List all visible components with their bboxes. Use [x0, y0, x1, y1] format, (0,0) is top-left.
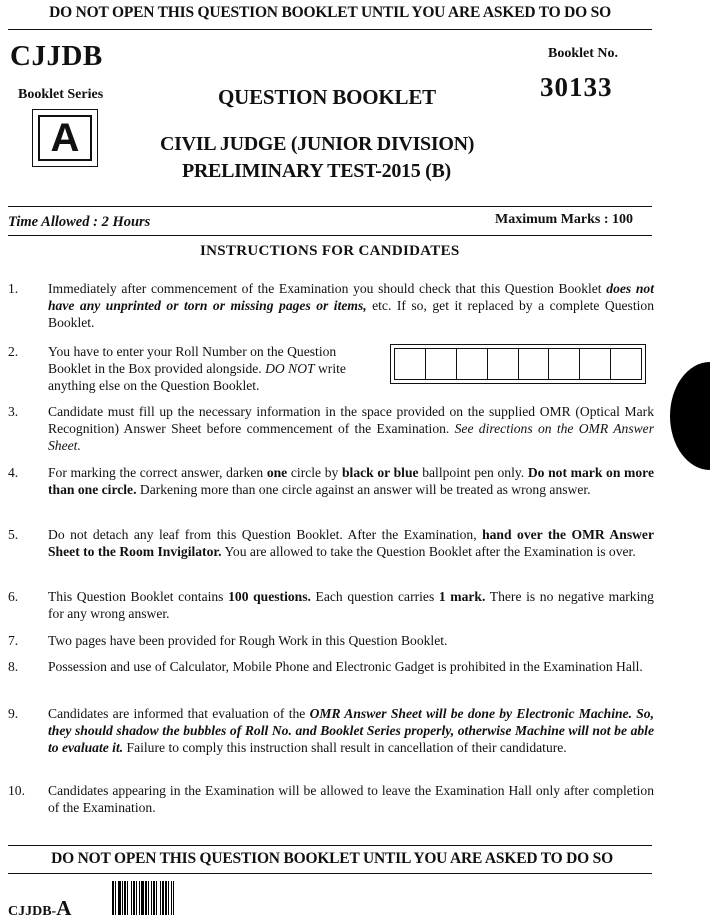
- instruction-number: 7.: [8, 633, 19, 648]
- roll-number-cell[interactable]: [488, 349, 519, 379]
- instruction-text-run: black or blue: [341, 465, 419, 480]
- roll-number-cell[interactable]: [426, 349, 457, 379]
- instruction-text-run: etc. If so, get it replaced by a complete Question Booklet.: [48, 298, 654, 330]
- instruction-text-run: See directions on the OMR Answer Sheet.: [48, 421, 654, 453]
- instruction-text-run: OMR Answer Sheet will be done by Electronic Machine. So, they should shadow the bubbles of Roll No. and Booklet Series properly, otherwise Machine will not be able to evaluate it.: [48, 706, 655, 755]
- barcode-bar: [174, 881, 176, 915]
- instruction-text-run: ballpoint pen only.: [418, 465, 528, 480]
- top-warning: DO NOT OPEN THIS QUESTION BOOKLET UNTIL YOU ARE ASKED TO DO SO: [49, 4, 611, 21]
- instruction-text: [48, 658, 654, 675]
- instruction-text: [48, 588, 654, 622]
- roll-number-cell[interactable]: [395, 349, 426, 379]
- instruction-text-run: Each question carries: [310, 589, 439, 604]
- instruction-item: [8, 526, 654, 560]
- instruction-number: 10.: [8, 783, 25, 798]
- instruction-text-run: does not have any unprinted or torn or missing pages or items,: [48, 281, 654, 313]
- roll-number-cell[interactable]: [457, 349, 488, 379]
- instruction-text: [48, 526, 654, 560]
- instruction-text-run: For marking the correct answer, darken: [48, 465, 267, 480]
- instruction-text-run: one: [266, 465, 288, 480]
- footer-code-series: A: [56, 896, 72, 920]
- footer-code-prefix: CJJDB-: [8, 904, 57, 919]
- instruction-item: [8, 658, 654, 675]
- instruction-text-run: Darkening more than one circle against an answer will be treated as wrong answer.: [136, 482, 591, 497]
- instruction-number: 6.: [8, 589, 19, 604]
- instruction-text-run: There is no negative marking for any wrong answer.: [48, 589, 654, 621]
- booklet-series-letter: A: [38, 115, 92, 161]
- instruction-text: [48, 280, 654, 331]
- instruction-text-run: Candidates appearing in the Examination will be allowed to leave the Examination Hall only after completion of the Examination.: [48, 783, 654, 815]
- roll-number-cell[interactable]: [519, 349, 550, 379]
- instruction-number: 2.: [8, 344, 19, 359]
- instruction-number: 3.: [8, 404, 19, 419]
- instructions-title: INSTRUCTIONS FOR CANDIDATES: [200, 243, 460, 259]
- instruction-item: [8, 782, 654, 816]
- roll-number-cell[interactable]: [549, 349, 580, 379]
- instruction-text-run: Candidates are informed that evaluation of the: [48, 706, 310, 721]
- booklet-number: 30133: [540, 72, 613, 102]
- instruction-text-run: hand over the OMR Answer Sheet to the Room Invigilator.: [48, 527, 654, 559]
- instruction-text: [48, 464, 654, 498]
- maximum-marks: Maximum Marks : 100: [495, 212, 634, 227]
- roll-number-cells: [394, 348, 642, 380]
- instruction-text-run: You are allowed to take the Question Booklet after the Examination is over.: [221, 544, 636, 559]
- exam-test: PRELIMINARY TEST-2015 (B): [182, 160, 451, 182]
- instruction-text-run: 100 questions.: [228, 589, 311, 604]
- divider: [8, 206, 652, 207]
- bottom-warning: DO NOT OPEN THIS QUESTION BOOKLET UNTIL YOU ARE ASKED TO DO SO: [51, 850, 613, 867]
- instruction-text: [48, 632, 654, 649]
- instruction-number: 9.: [8, 706, 19, 721]
- instruction-text-run: DO NOT: [265, 361, 315, 376]
- exam-name: CIVIL JUDGE (JUNIOR DIVISION): [160, 133, 475, 155]
- booklet-series-box: [32, 109, 98, 167]
- instruction-text-run: Immediately after commencement of the Examination you should check that this Question Booklet: [48, 281, 607, 296]
- page-edge-tab: [670, 362, 710, 470]
- barcode: [112, 881, 176, 915]
- divider: [8, 235, 652, 236]
- instruction-text-run: You have to enter your Roll Number on the Question Booklet in the Box provided alongside.: [48, 344, 337, 376]
- instruction-number: 1.: [8, 281, 19, 296]
- instruction-text-run: This Question Booklet contains: [48, 589, 229, 604]
- divider: [8, 845, 652, 846]
- instruction-text-run: circle by: [287, 465, 342, 480]
- instruction-text: [48, 403, 654, 454]
- booklet-code: CJJDB: [10, 40, 103, 72]
- instruction-item: [8, 632, 654, 649]
- footer-code: [8, 896, 71, 921]
- instruction-text-run: Failure to comply this instruction shall result in cancellation of their candidature.: [123, 740, 567, 755]
- instruction-number: 4.: [8, 465, 19, 480]
- instruction-text-run: 1 mark.: [438, 589, 486, 604]
- roll-number-box[interactable]: [390, 344, 646, 384]
- booklet-series-label: Booklet Series: [18, 87, 104, 102]
- instruction-text: [48, 705, 654, 756]
- instruction-item: [8, 280, 654, 331]
- instruction-item: [8, 588, 654, 622]
- instruction-text: [48, 343, 380, 394]
- roll-number-cell[interactable]: [580, 349, 611, 379]
- booklet-number-label: Booklet No.: [548, 46, 618, 61]
- instruction-text-run: Possession and use of Calculator, Mobile Phone and Electronic Gadget is prohibited in the Examination Hall.: [48, 659, 643, 674]
- instruction-number: 8.: [8, 659, 19, 674]
- instruction-item: [8, 403, 654, 454]
- page-title: QUESTION BOOKLET: [218, 85, 436, 109]
- instruction-text-run: Candidate must fill up the necessary information in the space provided on the supplied OMR (Optical Mark Recognition) Answer Sheet before commencement of the Examination.: [48, 404, 654, 436]
- divider: [8, 873, 652, 874]
- instruction-number: 5.: [8, 527, 19, 542]
- instruction-text-run: Do not detach any leaf from this Question Booklet. After the Examination,: [48, 527, 483, 542]
- instruction-item: [8, 464, 654, 498]
- instruction-text-run: Two pages have been provided for Rough Work in this Question Booklet.: [48, 633, 448, 648]
- instruction-item: [8, 705, 654, 756]
- roll-number-cell[interactable]: [611, 349, 641, 379]
- divider: [8, 29, 652, 30]
- instruction-text-run: Do not mark on more than one circle.: [48, 465, 654, 497]
- instruction-text: [48, 782, 654, 816]
- instruction-text-run: write anything else on the Question Booklet.: [48, 361, 346, 393]
- time-allowed: Time Allowed : 2 Hours: [8, 214, 151, 230]
